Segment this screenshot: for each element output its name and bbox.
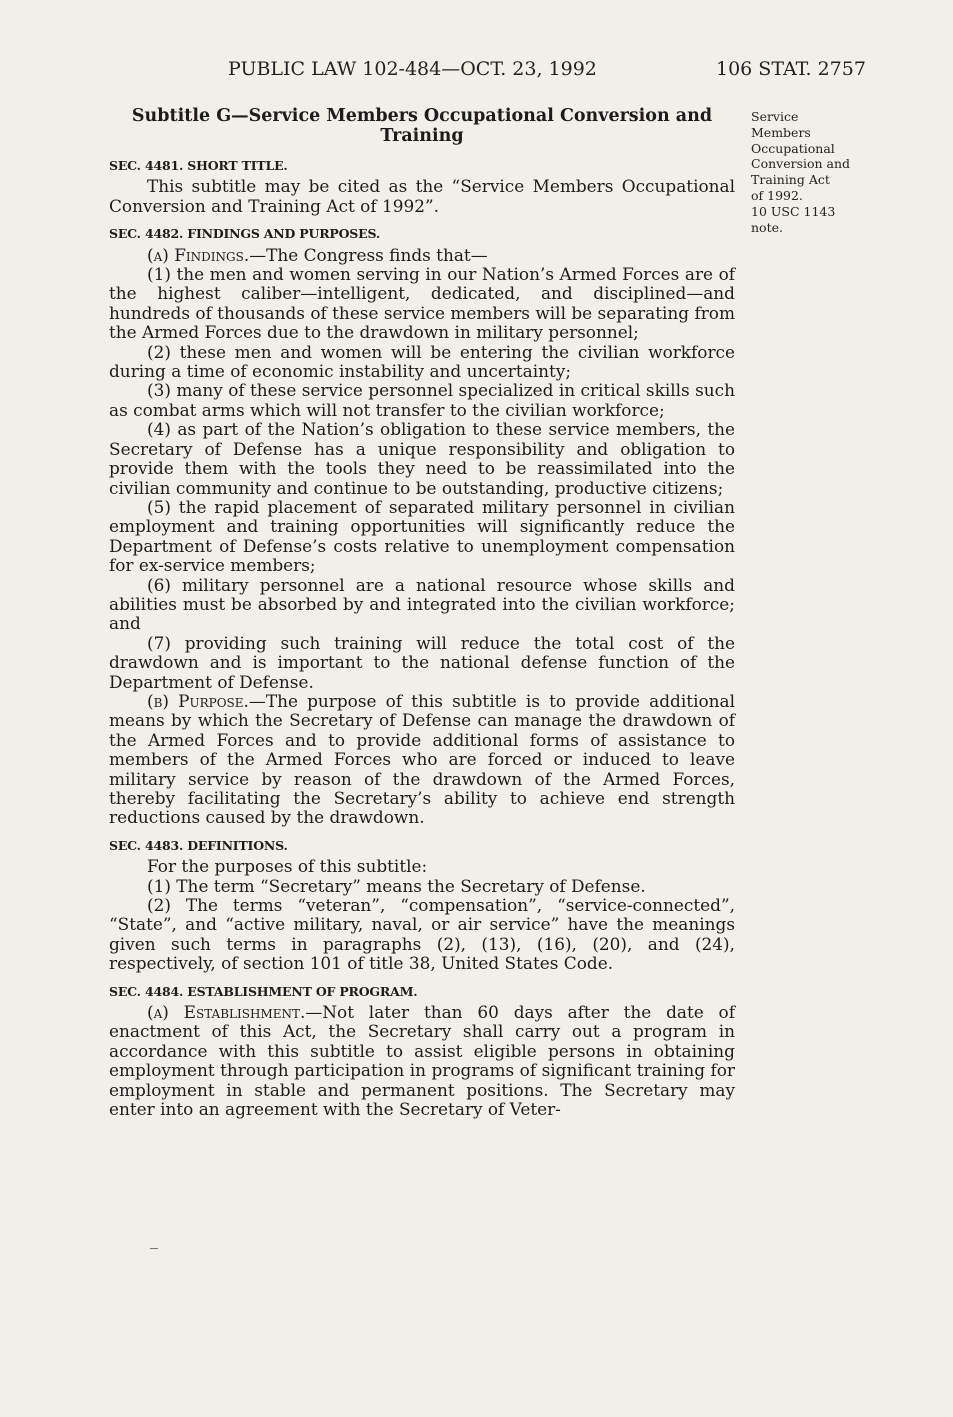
finding-item: (7) providing such training will reduce the total cost of the drawdown and is important to the national defense function of the Department of Defense. [109, 632, 735, 692]
margin-note-label: note. [751, 219, 783, 235]
finding-item: (5) the rapid placement of separated military personnel in civilian employment and training opportunities will significantly reduce the Department of Defense’s costs relative to unemployment compensation for ex-service members; [109, 496, 735, 576]
definition-item: (1) The term “Secretary” means the Secretary of Defense. [147, 875, 646, 896]
establishment-text: —Not later than 60 days after the date of enactment of this Act, the Secretary shall carry out a program in accordance with this subtitle to assist eligible persons in obtaining employment through participation in programs of significant training for employment in stable and permanent positions. The Secretary may enter into an agreement with the Secretary of Veter- [109, 1002, 735, 1120]
purpose-label: (b) Purpose. [147, 690, 249, 711]
finding-item: (1) the men and women serving in our Nation’s Armed Forces are of the highest caliber—intelligent, dedicated, and disciplined—and hundreds of thousands of these service members will be separating from the Armed Forces due to the drawdown in military personnel; [109, 264, 735, 343]
purpose-paragraph [109, 692, 735, 828]
purpose-text: —The purpose of this subtitle is to provide additional means by which the Secretary of Defense can manage the drawdown of the Armed Forces and to provide additional forms of assistance to members of the Armed Forces who are forced or induced to leave military service by reason of the drawdown of the Armed Forces, thereby facilitating the Secretary’s ability to achieve end strength reductions caused by the drawdown. [109, 690, 735, 828]
finding-item: (3) many of these service personnel specialized in critical skills such as combat arms which will not transfer to the civilian workforce; [109, 380, 735, 420]
establishment-paragraph [109, 1003, 735, 1119]
margin-line: Occupational [751, 140, 835, 156]
margin-note [751, 109, 881, 235]
section-4481-heading: SEC. 4481. SHORT TITLE. [109, 158, 288, 173]
margin-citation: 10 USC 1143 [751, 203, 836, 219]
finding-item: (2) these men and women will be entering the civilian workforce during a time of economic instability and uncertainty; [109, 341, 735, 382]
findings-intro-text: —The Congress finds that— [249, 244, 488, 265]
establishment-label: (a) Establishment. [147, 1002, 306, 1023]
definitions-intro: For the purposes of this subtitle: [147, 856, 428, 877]
margin-line: Training Act [751, 172, 830, 188]
margin-line: of 1992. [751, 187, 803, 203]
page-header [0, 58, 953, 88]
page-mark [150, 1248, 158, 1249]
findings-label: (a) Findings. [147, 244, 250, 265]
statute-page-number: 106 STAT. 2757 [716, 58, 866, 80]
margin-line: Conversion and [751, 156, 851, 172]
document-body [109, 100, 735, 1120]
section-4482-heading: SEC. 4482. FINDINGS AND PURPOSES. [109, 226, 380, 242]
section-4483-heading: SEC. 4483. DEFINITIONS. [109, 837, 288, 853]
margin-line: Members [751, 124, 811, 140]
section-4484-heading: SEC. 4484. ESTABLISHMENT OF PROGRAM. [109, 983, 418, 999]
finding-item: (4) as part of the Nation’s obligation to these service members, the Secretary of Defense has a unique responsibility and obligation to provide them with the tools they need to be reassimilated into the civilian community and continue to be outstanding, productive citizens; [109, 419, 735, 498]
findings-intro [109, 246, 735, 265]
margin-line: Service [751, 109, 799, 124]
subtitle-heading: Subtitle G—Service Members Occupational Conversion and Training [131, 106, 713, 146]
definition-item: (2) The terms “veteran”, “compensation”, “service-connected”, “State”, and “active military, naval, or air service” have the meanings given such terms in paragraphs (2), (13), (16), (20), and (24), respectively, of section 101 of title 38, United States Code. [109, 895, 735, 974]
section-4481-text: This subtitle may be cited as the “Service Members Occupational Conversion and Training Act of 1992”. [109, 176, 735, 216]
law-title: PUBLIC LAW 102-484—OCT. 23, 1992 [228, 58, 597, 80]
finding-item: (6) military personnel are a national resource whose skills and abilities must be absorbed by and integrated into the civilian workforce; and [109, 574, 735, 634]
